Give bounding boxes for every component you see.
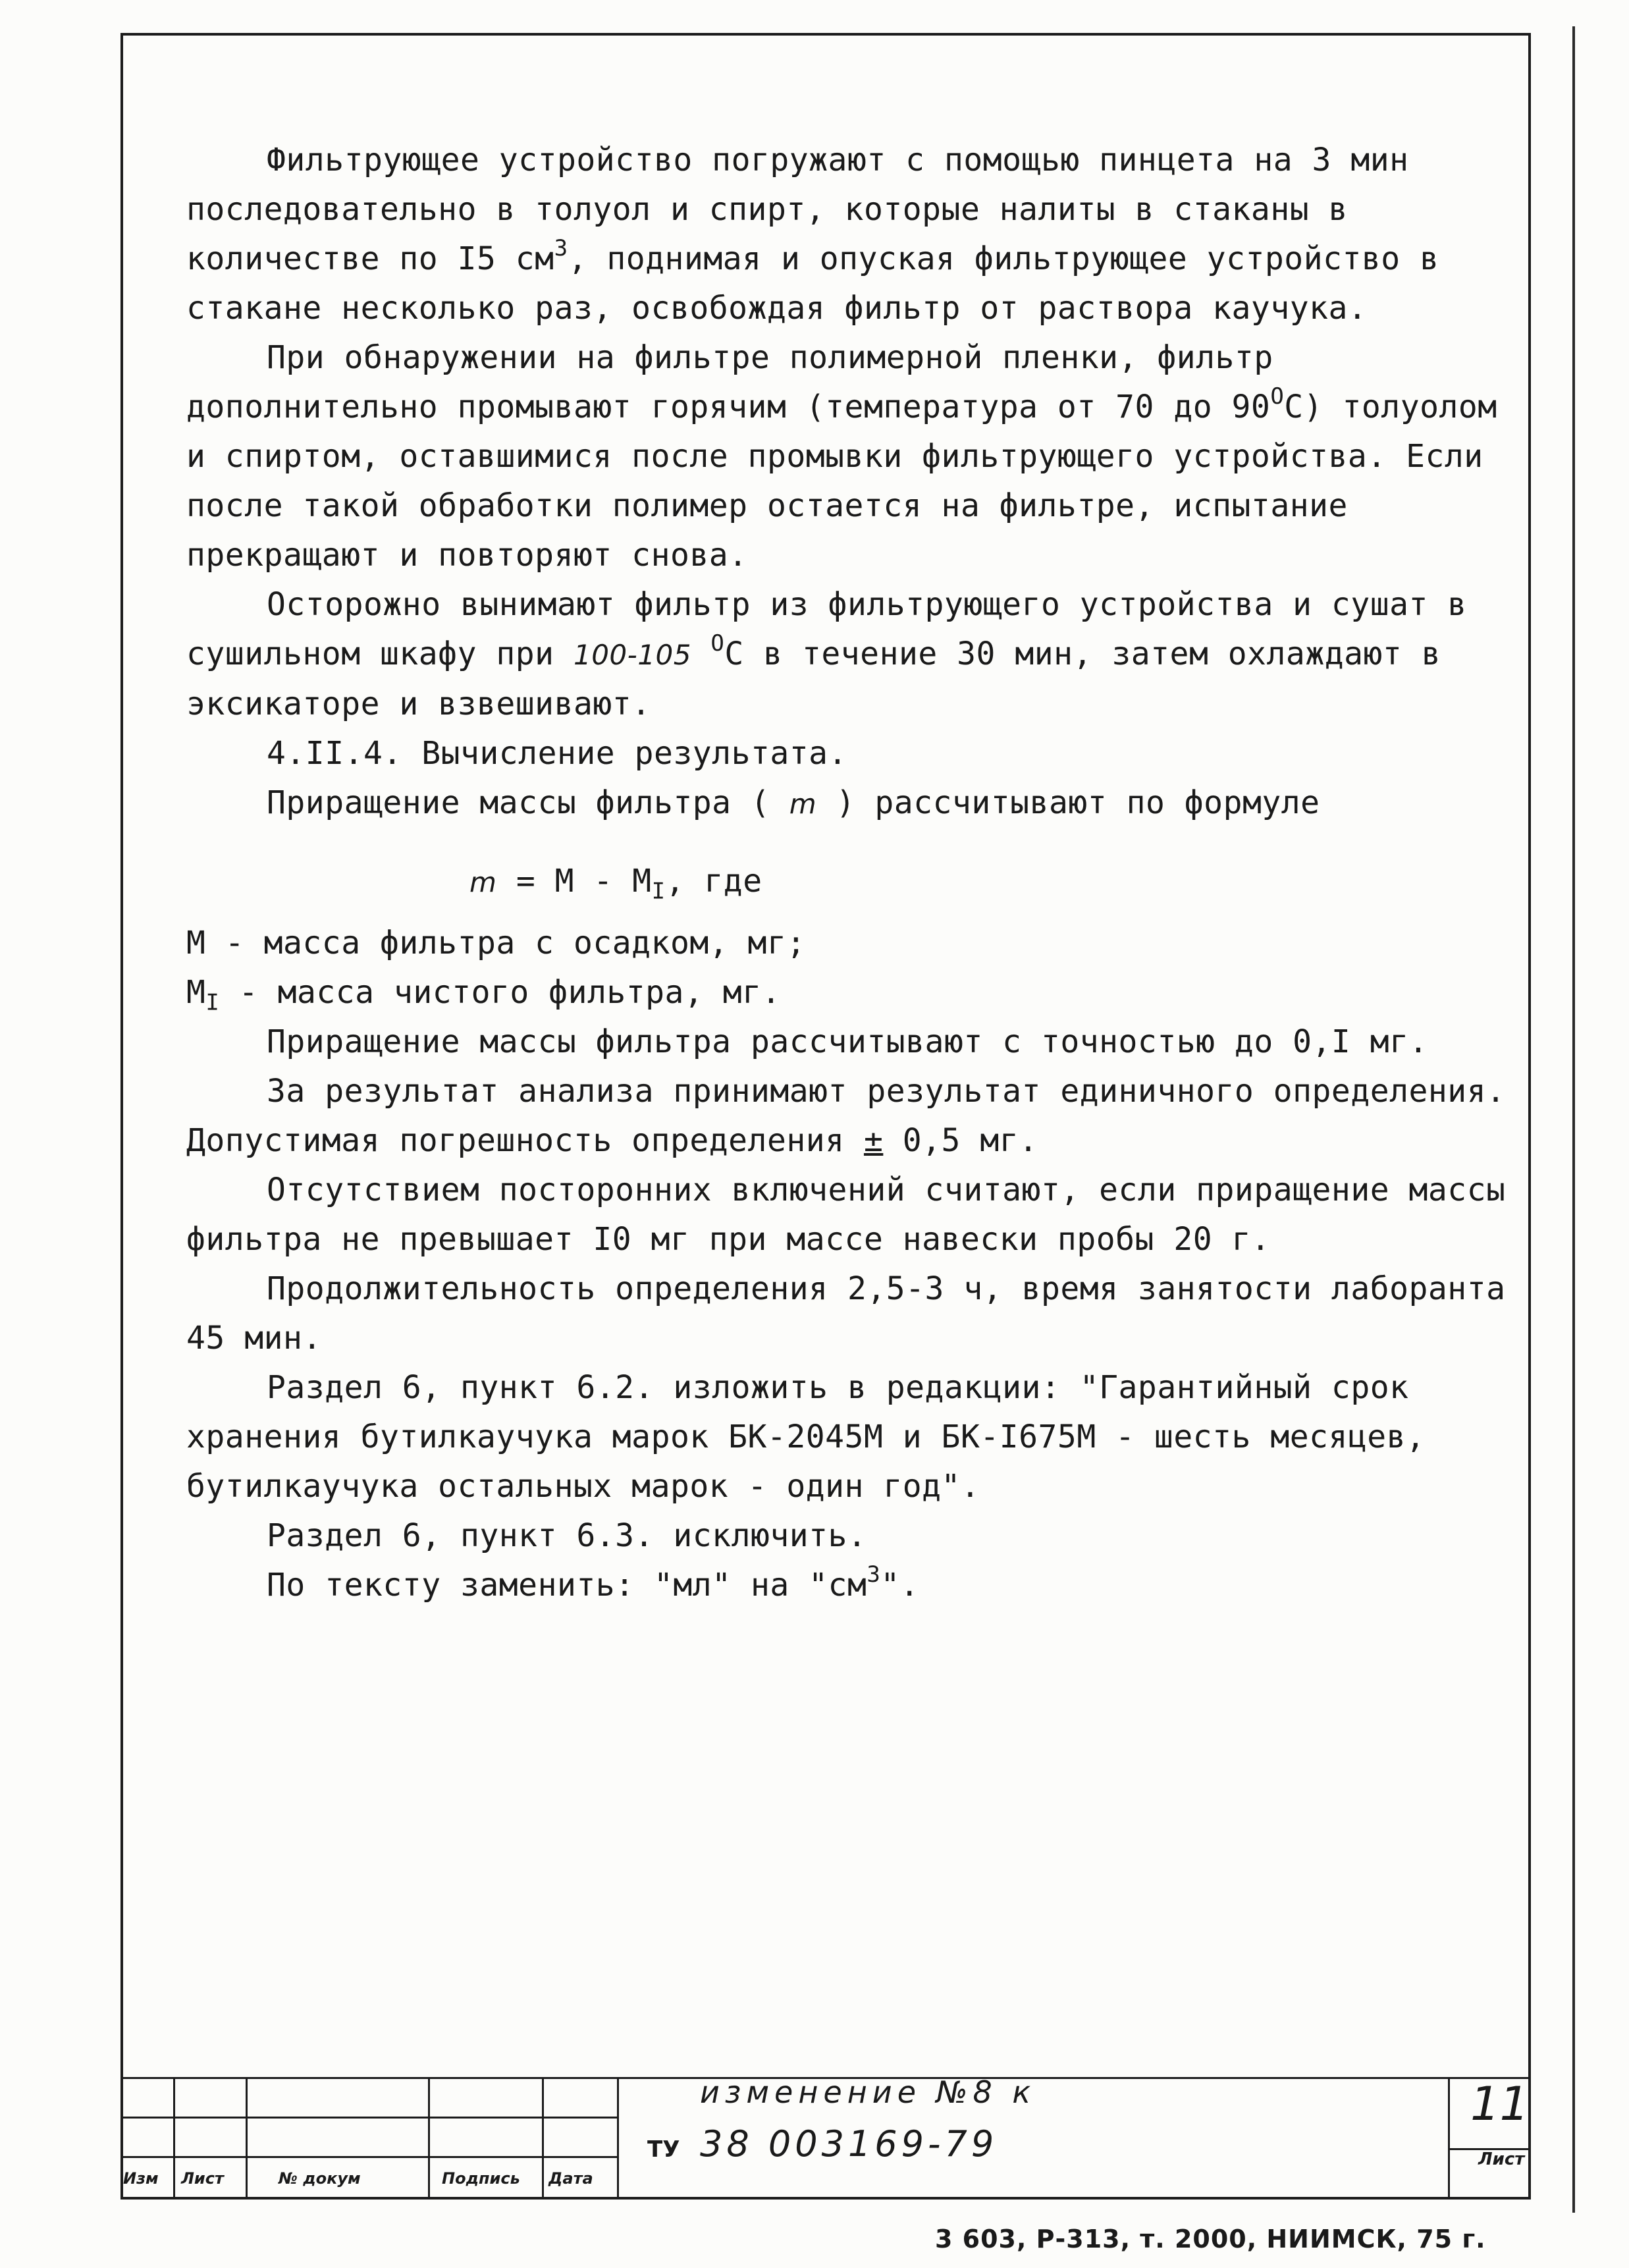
paragraph-result: За результат анализа принимают результат единичного определения. Допустимая погрешность определения ± 0,5 мг. <box>186 1073 1506 1159</box>
section-heading: 4.II.4. Вычисление результата. <box>267 735 847 772</box>
formula-variable: m <box>469 866 497 898</box>
paragraph-formula-intro: Приращение массы фильтра ( m ) рассчитывают по формуле <box>267 784 1320 821</box>
handwritten-doc-number: 38 003169-79 <box>700 2123 998 2165</box>
paragraph-precision: Приращение массы фильтра рассчитывают с точностью до 0,I мг. <box>267 1023 1428 1060</box>
formula: $m = М - М_I$, где <box>469 863 762 905</box>
handwritten-temperature: 100-105 <box>573 639 691 671</box>
paragraph-filter-immersion: Фильтрующее устройство погружают с помощью пинцета на 3 мин последовательно в толуол и спирт, которые налиты в стаканы в количестве по I5 $см^3$, поднимая и опуская фильтрующее устройство в стакане несколько раз, освобождая фильтр от раствора каучука. <box>186 142 1439 327</box>
stamp-col-5 <box>617 2077 619 2200</box>
stamp-label-izm: Изм <box>123 2169 159 2188</box>
stamp-col-sheet <box>1448 2077 1450 2200</box>
stamp-label-list: Лист <box>181 2169 224 2188</box>
paragraph-drying: Осторожно вынимают фильтр из фильтрующего устройства и сушат в сушильном шкафу при 100-105 $^О$С в течение 30 мин, затем охлаждают в эксикаторе и взвешивают. <box>186 586 1467 722</box>
handwritten-change-title: изменение №8 к <box>700 2074 1036 2110</box>
sheet-number: 11 <box>1470 2077 1530 2131</box>
document-body <box>186 136 1516 1610</box>
stamp-label-sign: Подпись <box>442 2169 520 2188</box>
paragraph-section-6-2: Раздел 6, пункт 6.2. изложить в редакции: "Гарантийный срок хранения бутилкаучука марок БК-2045М и БК-I675М - шесть месяцев, бутилкаучука остальных марок - один год". <box>186 1369 1426 1505</box>
definition-m: М - масса фильтра с осадком, мг; <box>186 925 806 961</box>
title-block <box>120 2074 1531 2200</box>
stamp-label-doc: № докум <box>279 2169 361 2188</box>
stamp-label-date: Дата <box>548 2169 593 2188</box>
stamp-col-3 <box>428 2077 430 2200</box>
variable-m: m <box>789 788 817 820</box>
paragraph-duration: Продолжительность определения 2,5-3 ч, время занятости лаборанта 45 мин. <box>186 1270 1506 1357</box>
stamp-col-2 <box>246 2077 248 2200</box>
sheet-label: Лист <box>1478 2149 1525 2169</box>
doc-prefix: ТУ <box>647 2136 680 2163</box>
paragraph-section-6-3: Раздел 6, пункт 6.3. исключить. <box>267 1517 867 1554</box>
printer-footer: 3 603, Р-313, т. 2000, НИИМСК, 75 г. <box>935 2225 1486 2254</box>
paragraph-polymer-film: При обнаружении на фильтре полимерной пленки, фильтр дополнительно промывают горячим (температура от 70 до $90^ОС$) толуолом и спиртом, оставшимися после промывки фильтрующего устройства. Если после такой обработки полимер остается на фильтре, испытание прекращают и повторяют снова. <box>186 339 1497 574</box>
paragraph-inclusions: Отсутствием посторонних включений считают, если приращение массы фильтра не превышает I0 мг при массе навески пробы 20 г. <box>186 1172 1506 1258</box>
stamp-col-1 <box>173 2077 175 2200</box>
page-edge-line <box>1572 26 1575 2213</box>
definition-m1: $М_I$ - масса чистого фильтра, мг. <box>186 974 781 1016</box>
paragraph-replace-units: По тексту заменить: "мл" на "$см^3$". <box>267 1561 920 1604</box>
stamp-col-4 <box>542 2077 544 2200</box>
